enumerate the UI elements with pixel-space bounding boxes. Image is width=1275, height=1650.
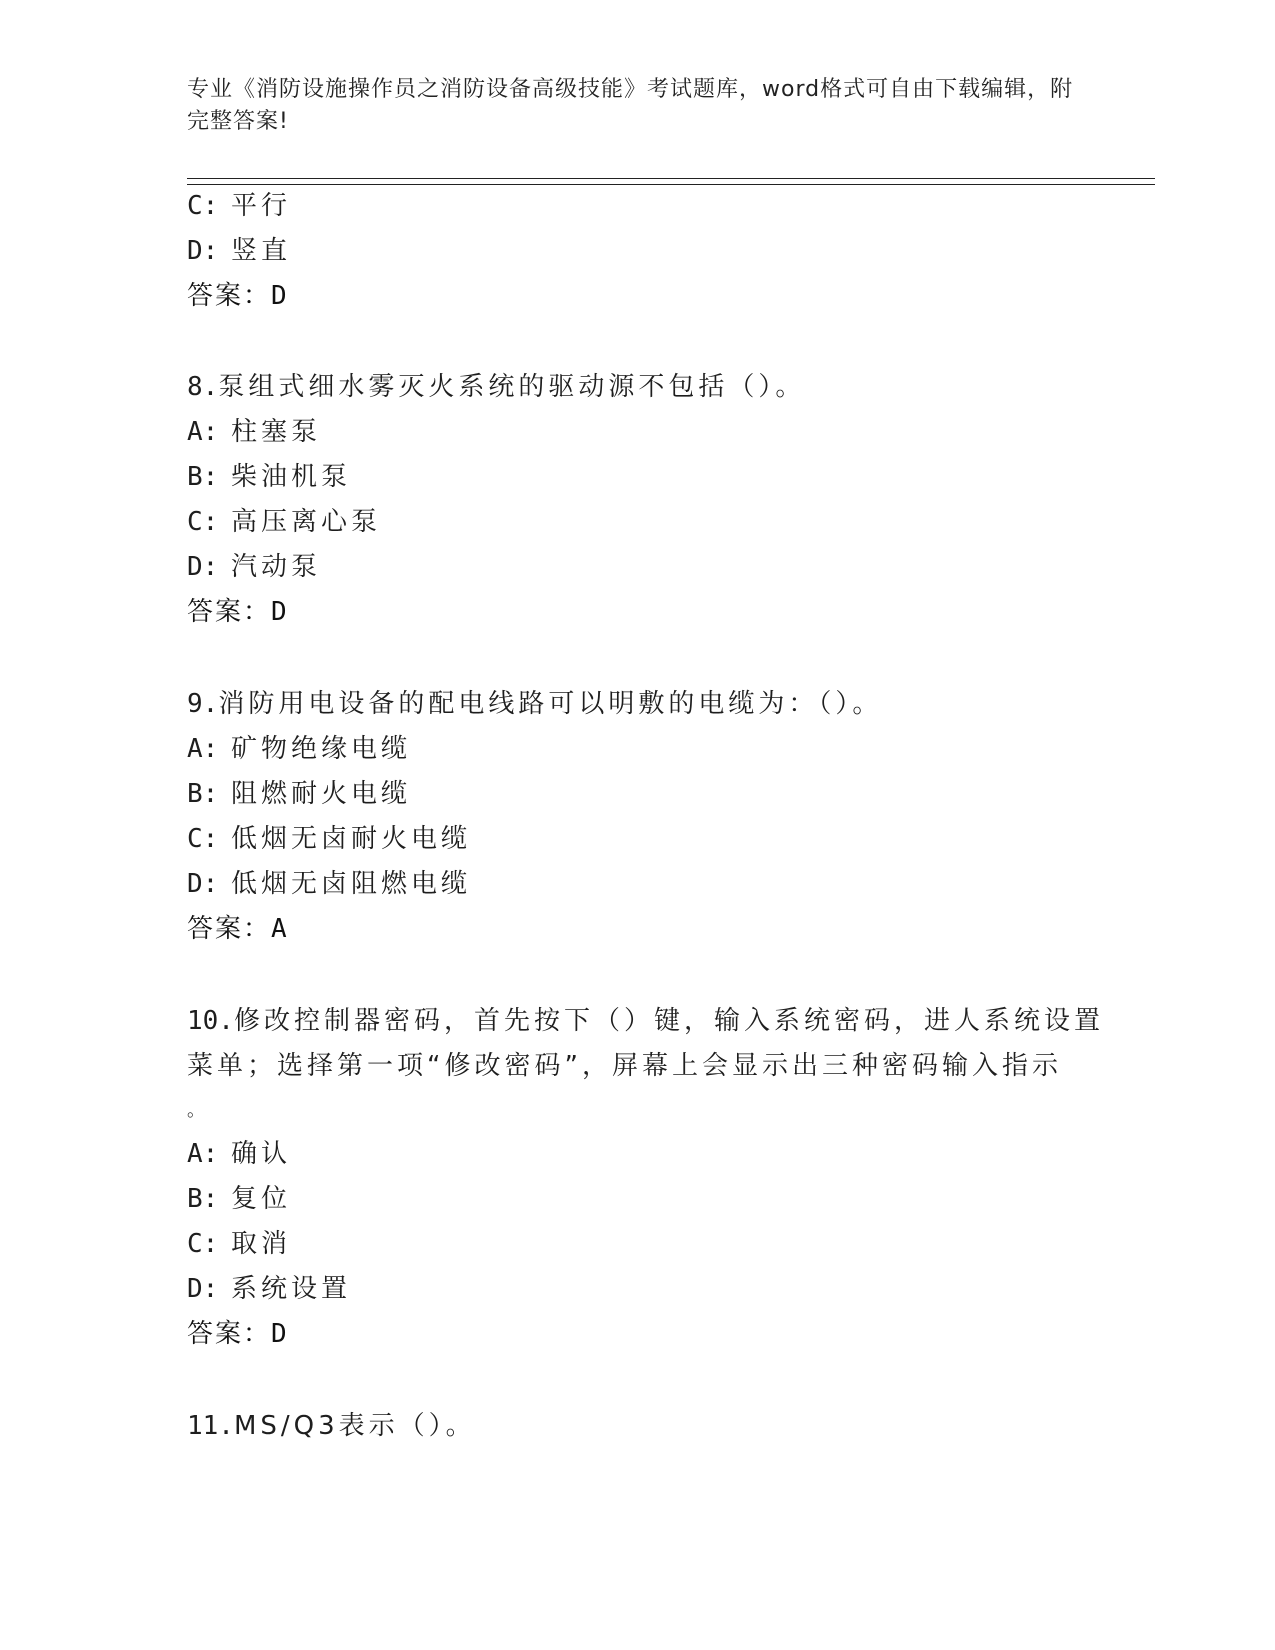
option-key: C: <box>187 1229 219 1259</box>
option-c <box>187 190 291 222</box>
option-text: 复位 <box>231 1184 292 1214</box>
header-divider-bottom <box>187 184 1155 185</box>
question-number: 11. <box>187 1411 234 1441</box>
option-key: D: <box>187 236 219 266</box>
option-key: B: <box>187 462 219 492</box>
option-key: A: <box>187 734 219 764</box>
option-text: 确认 <box>231 1139 292 1169</box>
option-text: 汽动泵 <box>231 552 322 582</box>
answer-line <box>187 596 287 628</box>
header-divider-top <box>187 178 1155 179</box>
option-key: C: <box>187 824 219 854</box>
option-text: 低烟无卤耐火电缆 <box>231 824 472 854</box>
question-stem-continued: 。 <box>187 1100 209 1121</box>
option-a <box>187 733 411 765</box>
question-text: 消防用电设备的配电线路可以明敷的电缆为：（）。 <box>218 689 883 719</box>
option-b <box>187 778 411 810</box>
question-stem <box>187 371 805 403</box>
question-stem-continued: 菜单；选择第一项“修改密码”，屏幕上会显示出三种密码输入指示 <box>187 1051 1062 1081</box>
option-key: D: <box>187 869 219 899</box>
option-d <box>187 551 321 583</box>
option-key: B: <box>187 779 219 809</box>
answer-label: 答案： <box>187 914 272 944</box>
question-number: 10. <box>187 1006 234 1036</box>
option-c <box>187 823 471 855</box>
question-stem <box>187 688 882 720</box>
option-key: A: <box>187 417 219 447</box>
option-a <box>187 416 321 448</box>
option-key: D: <box>187 552 219 582</box>
option-text: 低烟无卤阻燃电缆 <box>231 869 472 899</box>
option-text: 系统设置 <box>231 1274 352 1304</box>
option-c <box>187 506 381 538</box>
option-d <box>187 235 291 267</box>
option-text: 竖直 <box>231 236 292 266</box>
option-c <box>187 1228 291 1260</box>
answer-line <box>187 1318 287 1350</box>
question-stem <box>187 1005 1104 1037</box>
answer-value: D <box>271 597 287 627</box>
option-d <box>187 868 471 900</box>
option-d <box>187 1273 351 1305</box>
question-number: 9. <box>187 689 219 719</box>
answer-label: 答案： <box>187 281 272 311</box>
answer-value: D <box>271 281 287 311</box>
option-text: 取消 <box>231 1229 292 1259</box>
option-text: 高压离心泵 <box>231 507 382 537</box>
option-key: C: <box>187 191 219 221</box>
question-text: MS/Q3表示（）。 <box>233 1411 476 1441</box>
question-number: 8. <box>187 372 219 402</box>
answer-label: 答案： <box>187 597 272 627</box>
answer-value: D <box>271 1319 287 1349</box>
option-text: 柴油机泵 <box>231 462 352 492</box>
document-header: 专业《消防设施操作员之消防设备高级技能》考试题库，word格式可自由下载编辑，附完整答案! <box>187 77 1074 134</box>
option-key: A: <box>187 1139 219 1169</box>
option-key: C: <box>187 507 219 537</box>
option-key: B: <box>187 1184 219 1214</box>
option-text: 柱塞泵 <box>231 417 322 447</box>
answer-line <box>187 280 287 312</box>
question-text: 修改控制器密码，首先按下（）键，输入系统密码，进人系统设置 <box>233 1006 1104 1036</box>
question-stem <box>187 1410 476 1442</box>
option-a <box>187 1138 291 1170</box>
option-text: 矿物绝缘电缆 <box>231 734 412 764</box>
option-text: 平行 <box>231 191 292 221</box>
option-b <box>187 461 351 493</box>
option-key: D: <box>187 1274 219 1304</box>
answer-value: A <box>271 914 287 944</box>
option-text: 阻燃耐火电缆 <box>231 779 412 809</box>
option-b <box>187 1183 291 1215</box>
answer-label: 答案： <box>187 1319 272 1349</box>
question-text: 泵组式细水雾灭火系统的驱动源不包括（）。 <box>218 372 806 402</box>
answer-line <box>187 913 287 945</box>
